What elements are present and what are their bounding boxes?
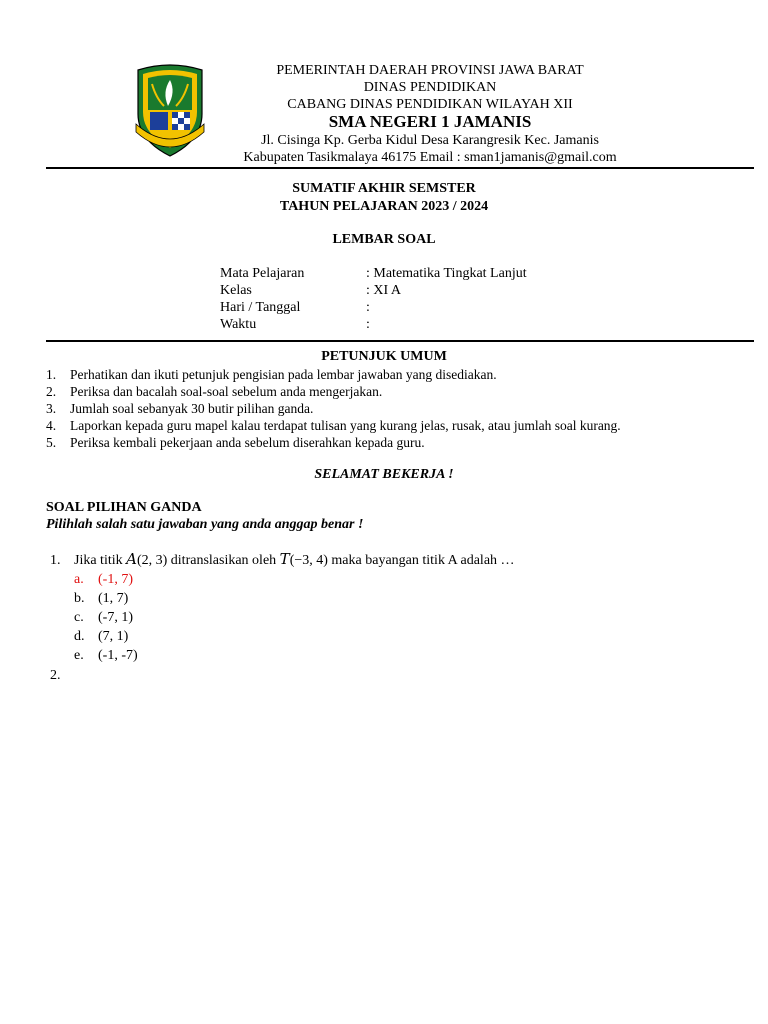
- question-text-part: ditranslasikan oleh: [167, 553, 280, 568]
- info-value-time: :: [366, 317, 370, 332]
- header-divider: [46, 167, 754, 169]
- exam-title: SUMATIF AKHIR SEMSTER: [292, 181, 476, 196]
- option-a[interactable]: [74, 570, 138, 589]
- info-label-date: Hari / Tanggal: [220, 300, 301, 315]
- list-item-number: 2.: [46, 384, 57, 399]
- info-value-date: :: [366, 300, 370, 315]
- option-letter: c.: [74, 610, 84, 625]
- info-label-subject: Mata Pelajaran: [220, 266, 305, 281]
- list-item-text: Periksa dan bacalah soal-soal sebelum anda mengerjakan.: [70, 384, 383, 399]
- question-1: [50, 550, 515, 570]
- question-text-part: maka bayangan titik A adalah …: [327, 553, 515, 568]
- list-item: [46, 366, 746, 383]
- academic-year: TAHUN PELAJARAN 2023 / 2024: [279, 199, 489, 214]
- option-letter: a.: [74, 572, 84, 587]
- list-item-text: Laporkan kepada guru mapel kalau terdapat tulisan yang kurang jelas, rusak, atau jumlah soal kurang.: [70, 418, 621, 433]
- province-logo: [132, 62, 208, 158]
- option-text: (1, 7): [98, 591, 129, 606]
- school-city-email: Kabupaten Tasikmalaya 46175 Email : sman1jamanis@gmail.com: [243, 150, 617, 165]
- instructions-heading: PETUNJUK UMUM: [321, 349, 447, 364]
- info-value-class: : XI A: [366, 283, 401, 298]
- info-label-time: Waktu: [220, 317, 257, 332]
- list-item: [46, 383, 746, 400]
- option-text: (-1, -7): [98, 648, 138, 663]
- header-line-1: PEMERINTAH DAERAH PROVINSI JAWA BARAT: [276, 63, 584, 78]
- option-letter: d.: [74, 629, 85, 644]
- question-number: 1.: [50, 553, 61, 568]
- option-letter: b.: [74, 591, 85, 606]
- math-coord-t: (−3, 4): [289, 553, 328, 568]
- option-letter: e.: [74, 648, 84, 663]
- question-2: [50, 666, 61, 685]
- list-item: [46, 400, 746, 417]
- sheet-title: LEMBAR SOAL: [332, 232, 436, 247]
- list-item-number: 4.: [46, 418, 57, 433]
- list-item: [46, 434, 746, 451]
- option-text: (-7, 1): [98, 610, 133, 625]
- list-item: [46, 417, 746, 434]
- greeting: SELAMAT BEKERJA !: [314, 467, 454, 482]
- list-item-text: Periksa kembali pekerjaan anda sebelum diserahkan kepada guru.: [70, 435, 425, 450]
- header-line-3: CABANG DINAS PENDIDIKAN WILAYAH XII: [287, 97, 573, 112]
- info-label-class: Kelas: [220, 283, 252, 298]
- list-item-text: Perhatikan dan ikuti petunjuk pengisian pada lembar jawaban yang disediakan.: [70, 367, 497, 382]
- math-var-a: A: [126, 550, 137, 568]
- list-item-text: Jumlah soal sebanyak 30 butir pilihan ganda.: [70, 401, 314, 416]
- option-text: (-1, 7): [98, 572, 133, 587]
- section-instruction: Pilihlah salah satu jawaban yang anda anggap benar !: [46, 517, 364, 532]
- instructions-list: [46, 366, 746, 451]
- section-heading: SOAL PILIHAN GANDA: [46, 500, 202, 515]
- info-value-subject: : Matematika Tingkat Lanjut: [366, 266, 527, 281]
- info-divider: [46, 340, 754, 342]
- option-c[interactable]: [74, 608, 138, 627]
- option-e[interactable]: [74, 646, 138, 665]
- math-var-t: T: [279, 550, 290, 568]
- question-text-part: Jika titik: [74, 553, 127, 568]
- option-d[interactable]: [74, 627, 138, 646]
- question-number: 2.: [50, 668, 61, 683]
- list-item-number: 1.: [46, 367, 57, 382]
- header-line-2: DINAS PENDIDIKAN: [363, 80, 497, 95]
- school-name: SMA NEGERI 1 JAMANIS: [328, 112, 532, 131]
- math-coord-a: (2, 3): [136, 553, 168, 568]
- school-address: Jl. Cisinga Kp. Gerba Kidul Desa Karangresik Kec. Jamanis: [261, 133, 599, 148]
- option-b[interactable]: [74, 589, 138, 608]
- list-item-number: 5.: [46, 435, 57, 450]
- option-text: (7, 1): [98, 629, 129, 644]
- list-item-number: 3.: [46, 401, 57, 416]
- question-1-options: [74, 570, 138, 665]
